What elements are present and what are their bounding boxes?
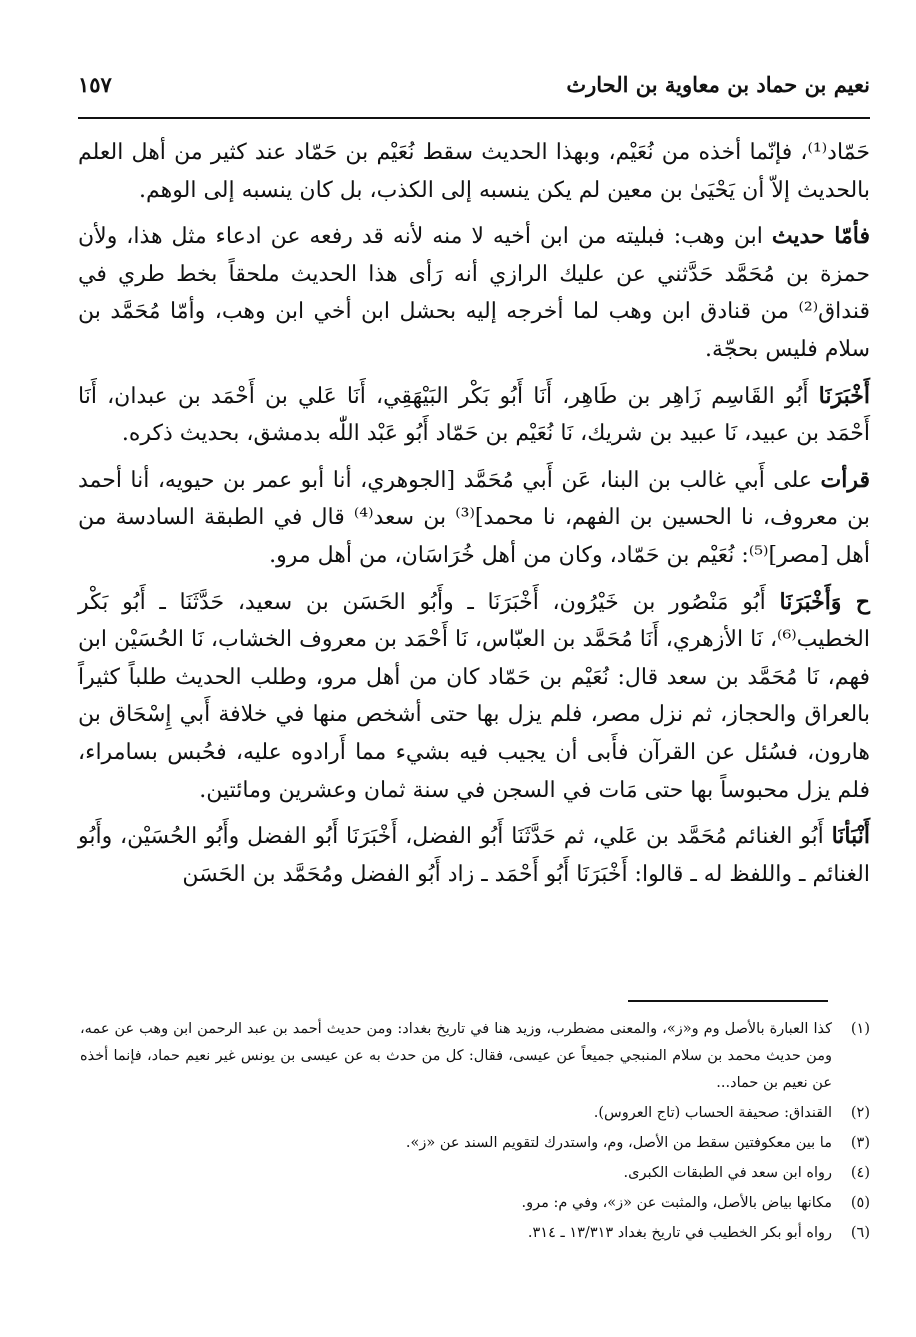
- paragraph: [78, 134, 870, 209]
- paragraph-lead: ح وَأَخْبَرَنَا: [779, 588, 870, 615]
- paragraph-lead: أَخْبَرَنَا: [818, 382, 870, 409]
- paragraph: [78, 818, 870, 893]
- footnotes: [80, 1016, 870, 1250]
- footnote-text: رواه ابن سعد في الطبقات الكبرى.: [623, 1165, 832, 1181]
- footnote-text: القنداق: صحيفة الحساب (تاج العروس).: [593, 1105, 832, 1121]
- paragraph-text: أَبُو الغنائم مُحَمَّد بن عَلي، ثم حَدَّثَنَا أَبُو الفضل، أَخْبَرَنَا أَبُو الفضل وأَبُو الحُسَيْن، وأَبُو الغنائم ـ واللفظ له ـ قالوا: أَخْبَرَنَا أَبُو أَحْمَد ـ زاد أَبُو الفضل ومُحَمَّد بن الحَسَن: [78, 824, 870, 887]
- footnote: [80, 1100, 870, 1127]
- footnote-number: (١): [850, 1021, 870, 1037]
- paragraph: [78, 462, 870, 575]
- footnote: [80, 1016, 870, 1097]
- paragraph-lead: قرأت: [820, 466, 870, 493]
- footnote: [80, 1190, 870, 1217]
- footnote-text: رواه أبو بكر الخطيب في تاريخ بغداد ١٣/٣١٣ ـ ٣١٤.: [527, 1225, 832, 1241]
- header-rule: [78, 117, 870, 119]
- paragraph-text: أَبُو القَاسِم زَاهِر بن طَاهِر، أَنَا أَبُو بَكْر البَيْهَقِي، أَنَا عَلي بن أَحْمَد بن عبدان، أَنَا أَحْمَد بن عبيد، نَا عبيد بن شريك، نَا نُعَيْم بن حَمّاد أَبُو عَبْد اللّٰه بدمشق، بحديث ذكره.: [78, 383, 870, 447]
- paragraph-lead: فأمّا حديث: [771, 223, 871, 250]
- paragraph: [78, 584, 870, 810]
- footnote-number: (٤): [850, 1165, 870, 1181]
- paragraph: [78, 218, 870, 368]
- paragraph-lead: أَنْبَأنَا: [831, 823, 870, 850]
- paragraph-text: على أَبي غالب بن البنا، عَن أَبي مُحَمَّد [الجوهري، أنا أبو عمر بن حيويه، أنا أحمد بن معروف، نا الحسين بن الفهم، نا محمد]⁽³⁾ بن سعد⁽⁴⁾ قال في الطبقة السادسة من أهل [مصر]⁽⁵⁾: نُعَيْم بن حَمّاد، وكان من أهل خُرَاسَان، من أهل مرو.: [78, 467, 870, 568]
- footnote-number: (٣): [850, 1135, 870, 1151]
- main-text: [78, 134, 870, 902]
- paragraph: [78, 378, 870, 453]
- footnote-text: ما بين معكوفتين سقط من الأصل، وم، واستدرك لتقويم السند عن «ز».: [405, 1135, 832, 1151]
- footnote-rule: [628, 1000, 828, 1002]
- running-header: [78, 66, 870, 102]
- footnote-number: (٥): [850, 1195, 870, 1211]
- footnote-number: (٦): [850, 1225, 870, 1241]
- footnote: [80, 1220, 870, 1247]
- running-title: نعيم بن حماد بن معاوية بن الحارث: [566, 71, 870, 97]
- footnote-number: (٢): [850, 1105, 870, 1121]
- paragraph-text: أَبُو مَنْصُور بن خَيْرُون، أَخْبَرَنَا ـ وأَبُو الحَسَن بن سعيد، حَدَّثَنَا ـ أَبُو بَكْر الخطيب⁽⁶⁾، نَا الأزهري، أَنَا مُحَمَّد بن العبّاس، نَا أَحْمَد بن معروف الخشاب، نَا الحُسَيْن ابن فهم، نَا مُحَمَّد بن سعد قال: نُعَيْم بن حَمّاد كان من أهل مرو، وطلب الحديث طلباً كثيراً بالعراق والحجاز، ثم نزل مصر، فلم يزل بها حتى أشخص منها في خلافة أَبي إِسْحَاق بن هارون، فسُئل عن القرآن فأَبى أن يجيب فيه بشيء مما أَرادوه عليه، فحُبس بسامراء، فلم يزل محبوساً بها حتى مَات في السجن في سنة ثمان وعشرين ومائتين.: [78, 589, 870, 803]
- footnote: [80, 1160, 870, 1187]
- footnote: [80, 1130, 870, 1157]
- paragraph-text: ابن وهب: فبليته من ابن أخيه لا منه لأنه قد رفعه عن ادعاء مثل هذا، ولأن حمزة بن مُحَمَّد حَدَّثني عن عليك الرازي أنه رَأى هذا الحديث ملحقاً بخط طري في قنداق⁽²⁾ من قنادق ابن وهب لما أخرجه إليه بحشل ابن أخي ابن وهب، وأمّا مُحَمَّد بن سلام فليس بحجّة.: [78, 224, 870, 362]
- page-number: ١٥٧: [78, 71, 112, 97]
- paragraph-text: حَمّاد⁽¹⁾، فإنّما أخذه من نُعَيْم، وبهذا الحديث سقط نُعَيْم بن حَمّاد عند كثير من أهل العلم بالحديث إلاّ أن يَحْيَىٰ بن معين لم يكن ينسبه إلى الكذب، بل كان ينسبه إلى الوهم.: [78, 140, 870, 203]
- footnote-text: كذا العبارة بالأصل وم و«ز»، والمعنى مضطرب، وزيد هنا في تاريخ بغداد: ومن حديث أحمد بن عبد الرحمن ابن وهب عن عمه، ومن حديث محمد بن سلام المنبجي جميعاً عن عيسى، فقال: كل من حدث به عن عيسى بن يونس غير نعيم حماد، فإنما أخذه عن نعيم بن حماد...: [80, 1021, 832, 1091]
- footnote-text: مكانها بياض بالأصل، والمثبت عن «ز»، وفي م: مرو.: [521, 1195, 832, 1211]
